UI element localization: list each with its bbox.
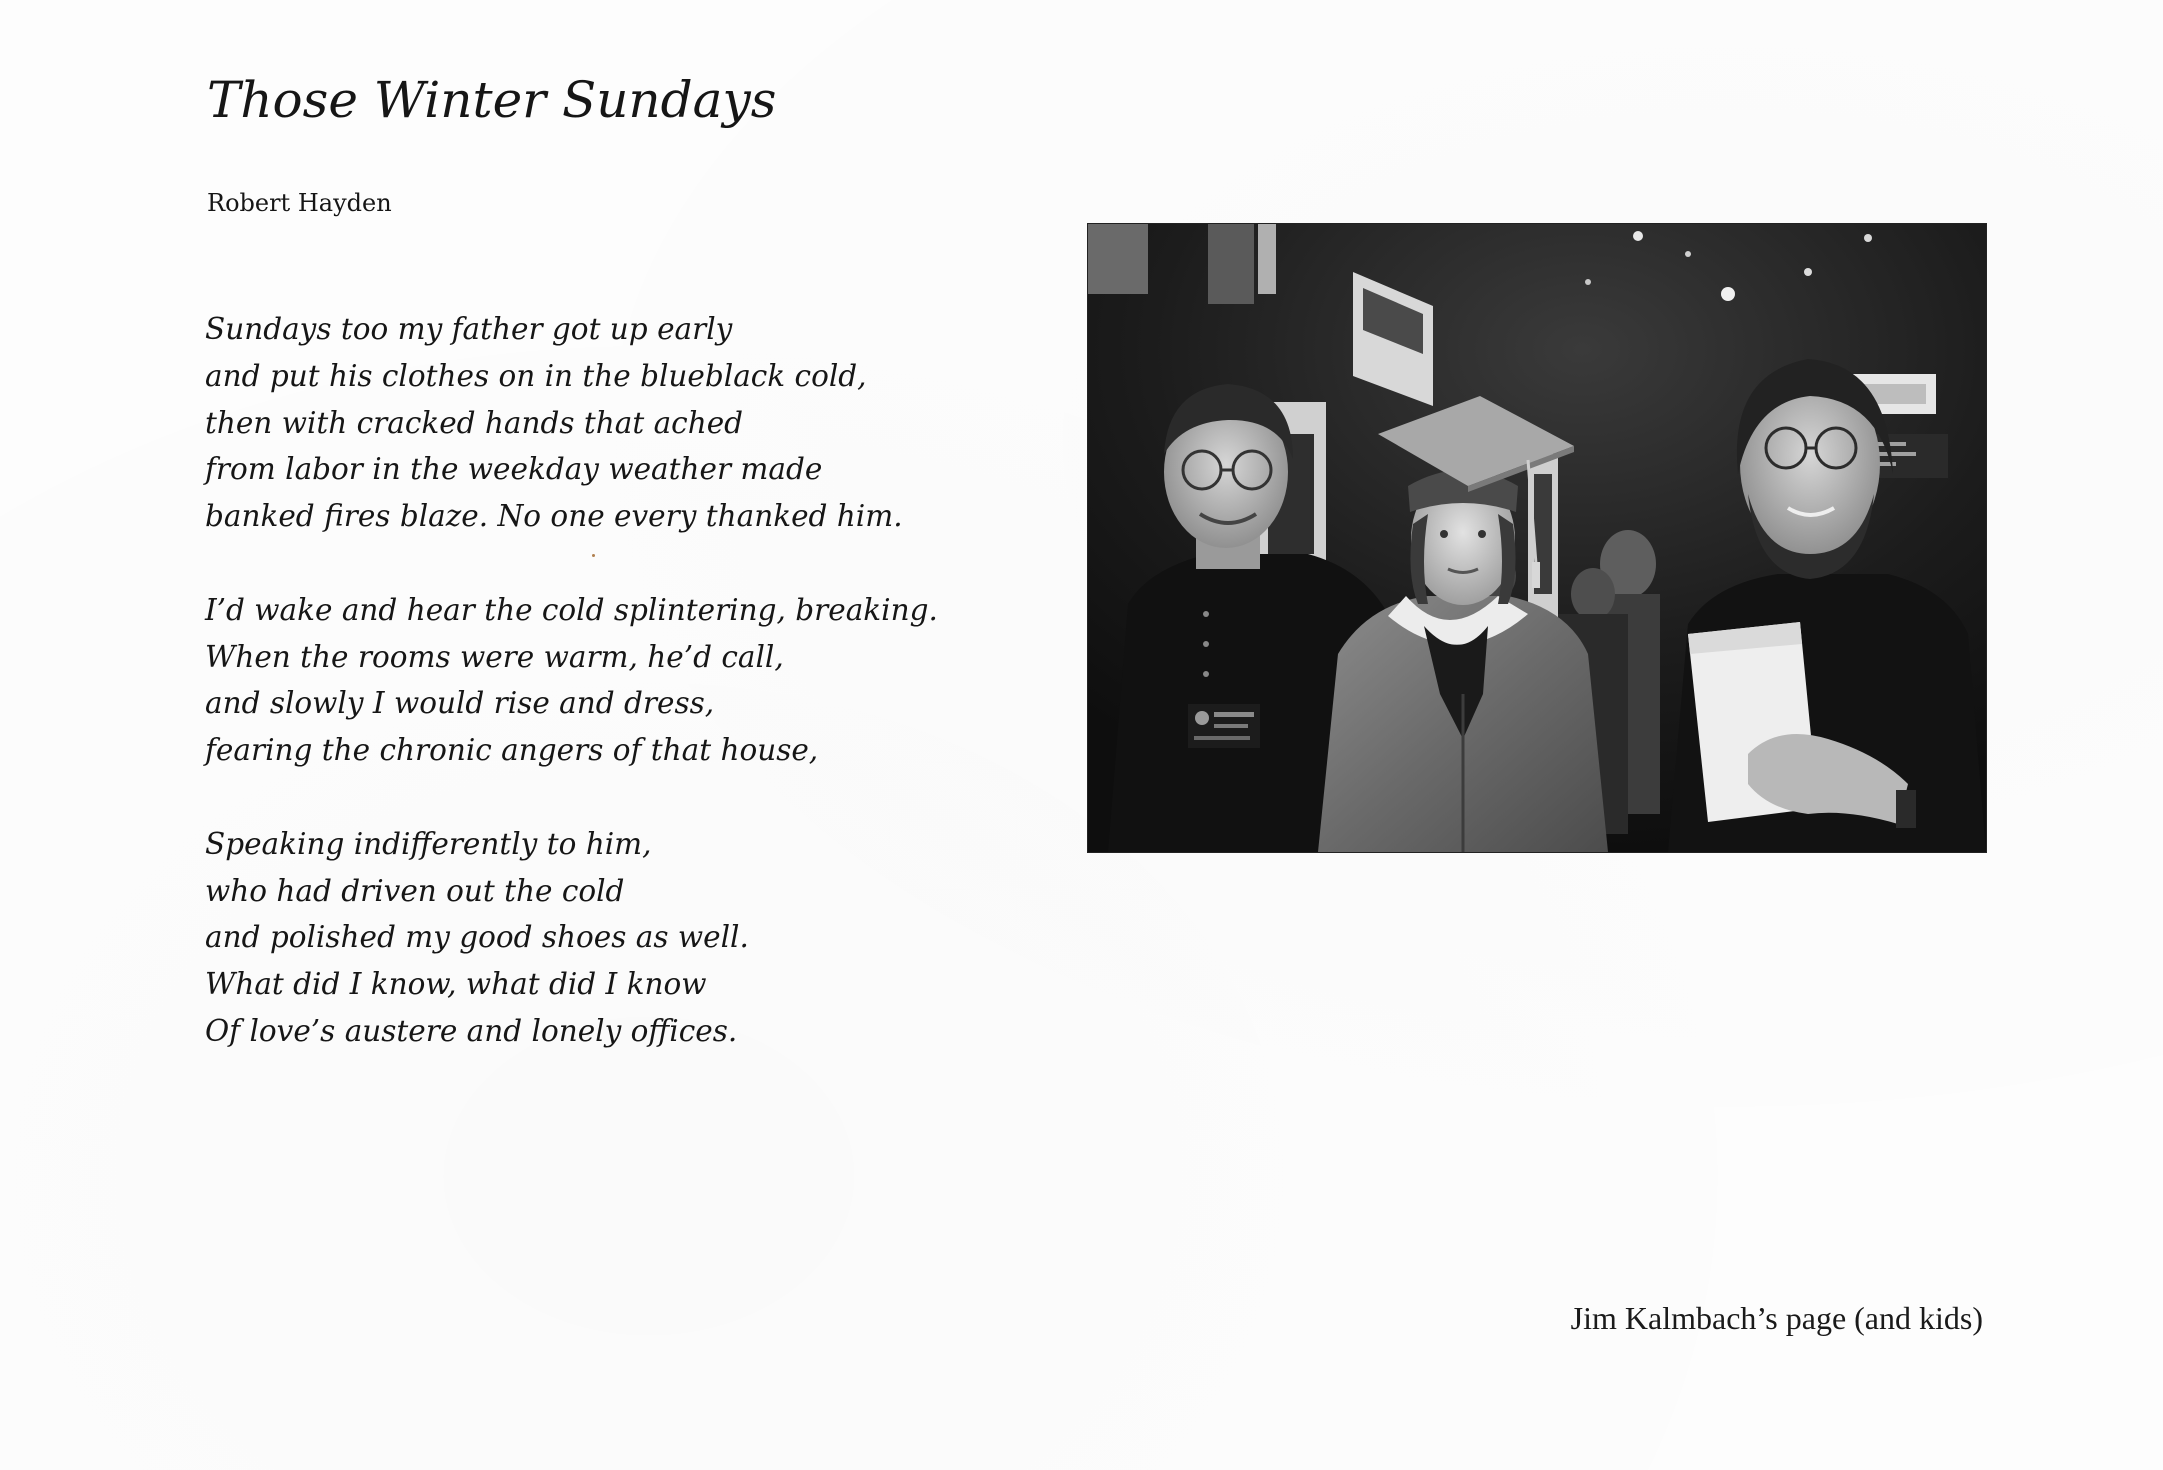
poem-line: and put his clothes on in the blueblack cold, xyxy=(205,358,867,393)
poem-line: What did I know, what did I know xyxy=(205,967,707,1002)
graduation-photo xyxy=(1088,224,1986,852)
poem-author: Robert Hayden xyxy=(207,189,392,217)
poem-line: I’d wake and hear the cold splintering, breaking. xyxy=(205,592,938,627)
page-caption: Jim Kalmbach’s page (and kids) xyxy=(1570,1300,1983,1336)
stanza xyxy=(205,306,938,540)
poem-line: When the rooms were warm, he’d call, xyxy=(205,639,784,674)
poem-line: and polished my good shoes as well. xyxy=(205,920,749,955)
stanza xyxy=(205,821,938,1055)
poem-line: Of love’s austere and lonely offices. xyxy=(205,1013,738,1048)
poem-line: then with cracked hands that ached xyxy=(205,405,744,440)
poem-line: and slowly I would rise and dress, xyxy=(205,686,715,721)
poem-line: from labor in the weekday weather made xyxy=(205,452,823,487)
stanza xyxy=(205,587,938,774)
poem-line: banked fires blaze. No one every thanked him. xyxy=(205,499,903,534)
paper-speck xyxy=(592,554,595,557)
poem-title: Those Winter Sundays xyxy=(207,71,777,129)
poem-line: fearing the chronic angers of that house, xyxy=(205,733,819,768)
poem-line: who had driven out the cold xyxy=(205,873,625,908)
poem-line: Sundays too my father got up early xyxy=(205,312,733,346)
poem-line: Speaking indifferently to him, xyxy=(205,826,652,861)
poem-body xyxy=(205,306,938,1102)
